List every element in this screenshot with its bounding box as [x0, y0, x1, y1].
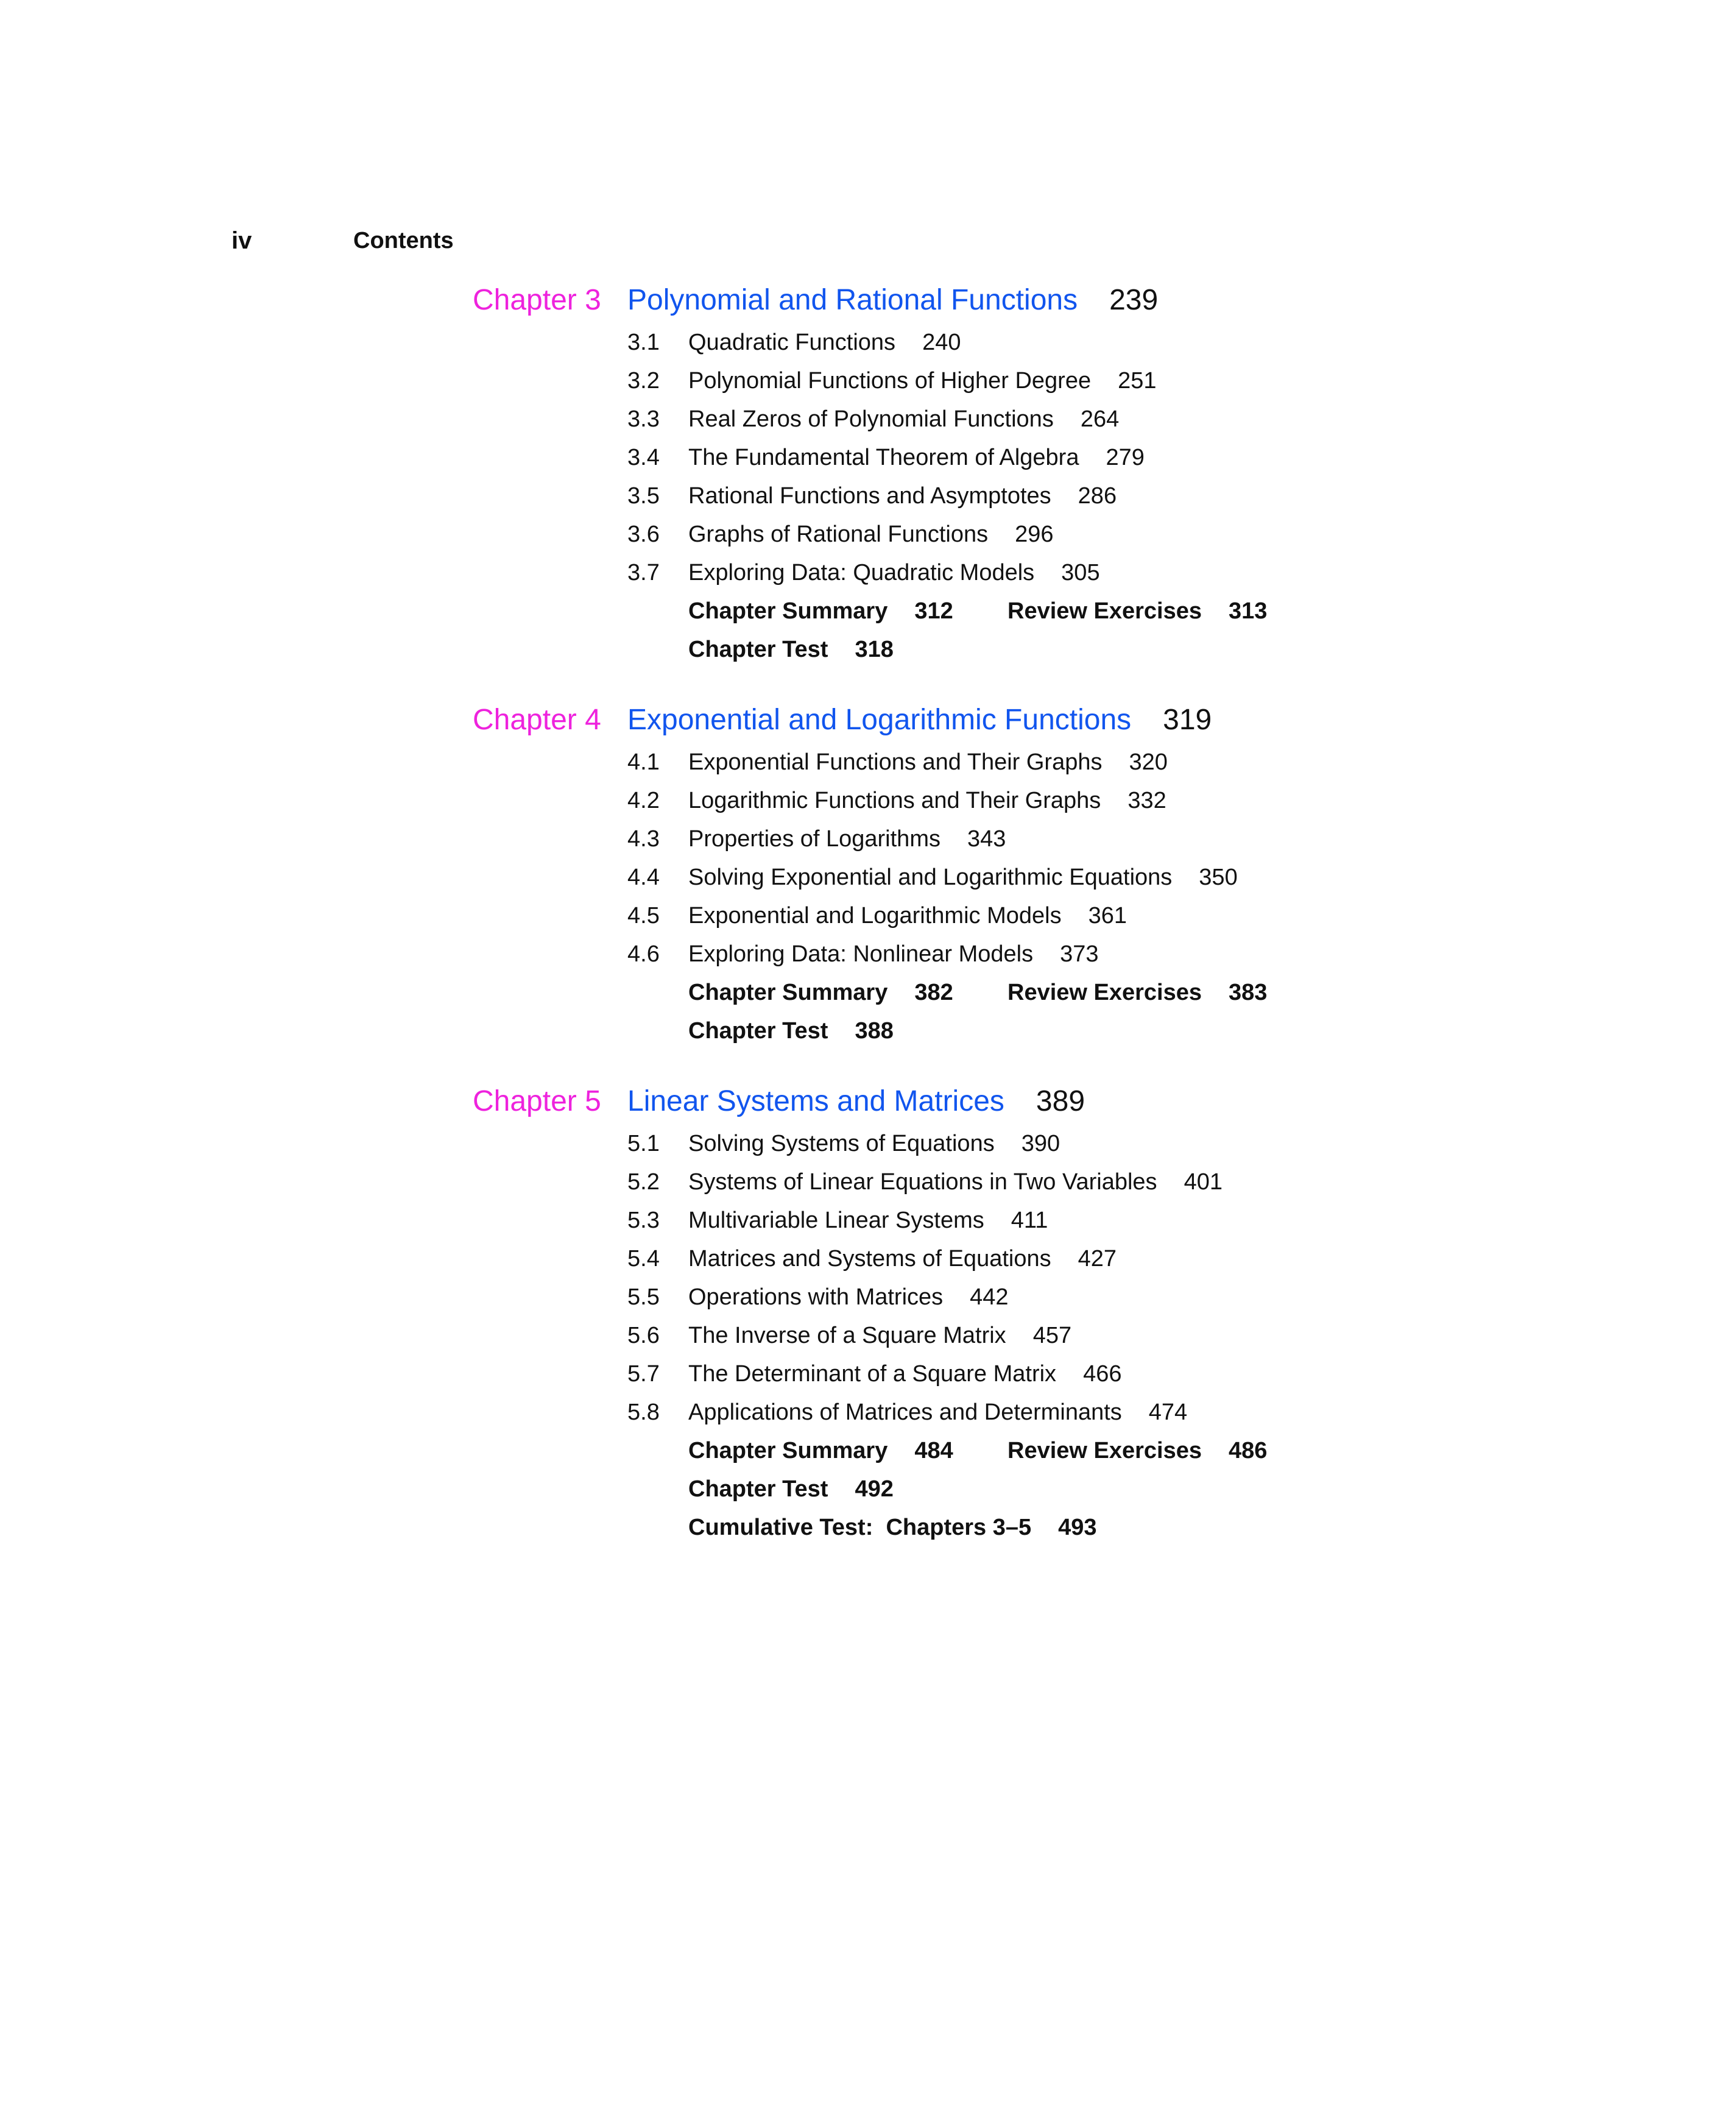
section-title-line: [688, 1165, 1223, 1199]
chapter-page-number: 319: [1163, 704, 1212, 736]
section-title[interactable]: The Inverse of a Square Matrix: [688, 1323, 1006, 1348]
section-page-number: 474: [1148, 1400, 1188, 1425]
section-title[interactable]: Exploring Data: Quadratic Models: [688, 560, 1035, 586]
section-page-number: 320: [1129, 749, 1168, 775]
section-title-line: [688, 364, 1157, 398]
chapter-block: [473, 1083, 1386, 1549]
section-title-line: [688, 937, 1098, 971]
section-entry[interactable]: [473, 1280, 1386, 1318]
section-number: 4.6: [627, 941, 660, 967]
section-number: 4.3: [627, 826, 660, 852]
chapter-summary-entry[interactable]: [688, 594, 953, 628]
section-page-number: 401: [1184, 1169, 1223, 1195]
section-title[interactable]: Solving Systems of Equations: [688, 1131, 995, 1156]
section-page-number: 427: [1078, 1246, 1117, 1272]
section-page-number: 457: [1032, 1323, 1072, 1348]
chapter-label: Chapter 3: [473, 284, 601, 316]
section-page-number: 373: [1060, 941, 1099, 967]
chapter-test-row: [473, 632, 1386, 671]
section-title-line: [688, 1280, 1009, 1314]
section-number: 3.4: [627, 445, 660, 470]
section-page-number: 361: [1088, 903, 1127, 929]
chapter-page-number: 389: [1036, 1085, 1085, 1117]
section-page-number: 442: [970, 1284, 1009, 1310]
section-number: 4.2: [627, 788, 660, 813]
section-title[interactable]: Properties of Logarithms: [688, 826, 940, 852]
section-entry[interactable]: [473, 325, 1386, 364]
section-page-number: 305: [1061, 560, 1100, 586]
chapter-label: Chapter 4: [473, 704, 601, 736]
section-title[interactable]: The Determinant of a Square Matrix: [688, 1361, 1057, 1387]
section-page-number: 240: [922, 330, 961, 355]
review-exercises-entry[interactable]: [1007, 975, 1267, 1010]
section-title[interactable]: Rational Functions and Asymptotes: [688, 483, 1051, 509]
section-page-number: 251: [1118, 368, 1157, 394]
chapter-test-row: [473, 1472, 1386, 1510]
section-title[interactable]: Systems of Linear Equations in Two Variables: [688, 1169, 1157, 1195]
chapter-test-label: Chapter Test: [688, 1476, 828, 1502]
running-head: Contents: [353, 228, 454, 253]
chapter-title-line: [627, 701, 1212, 739]
cumulative-test-entry[interactable]: [688, 1510, 1097, 1545]
section-entry[interactable]: [473, 822, 1386, 860]
section-entry[interactable]: [473, 517, 1386, 556]
section-title[interactable]: Quadratic Functions: [688, 330, 896, 355]
section-number: 5.4: [627, 1246, 660, 1272]
review-exercises-entry[interactable]: [1007, 594, 1267, 628]
chapter-summary-entry[interactable]: [688, 1434, 953, 1468]
section-title-line: [688, 441, 1145, 475]
section-entry[interactable]: [473, 1318, 1386, 1357]
section-number: 5.6: [627, 1323, 660, 1348]
section-number: 3.1: [627, 330, 660, 355]
section-title-line: [688, 1318, 1071, 1353]
section-title[interactable]: Polynomial Functions of Higher Degree: [688, 368, 1092, 394]
section-title[interactable]: Exponential and Logarithmic Models: [688, 903, 1062, 929]
section-page-number: 296: [1015, 522, 1054, 547]
section-number: 4.5: [627, 903, 660, 929]
section-title-line: [688, 899, 1127, 933]
review-exercises-label: Review Exercises: [1007, 980, 1202, 1005]
chapter-test-page: 492: [855, 1476, 894, 1502]
section-entry[interactable]: [473, 364, 1386, 402]
chapter-title-line: [627, 1083, 1085, 1120]
section-title-line: [688, 556, 1100, 590]
review-exercises-page: 313: [1229, 598, 1268, 624]
section-title[interactable]: Real Zeros of Polynomial Functions: [688, 406, 1054, 432]
section-title[interactable]: Graphs of Rational Functions: [688, 522, 989, 547]
chapter-title[interactable]: Linear Systems and Matrices: [627, 1085, 1004, 1117]
section-entry[interactable]: [473, 402, 1386, 441]
section-number: 4.1: [627, 749, 660, 775]
section-number: 3.3: [627, 406, 660, 432]
folio: iv: [231, 227, 252, 254]
section-number: 5.7: [627, 1361, 660, 1387]
review-exercises-entry[interactable]: [1007, 1434, 1267, 1468]
section-title-line: [688, 745, 1168, 779]
section-title[interactable]: Matrices and Systems of Equations: [688, 1246, 1051, 1272]
section-title-line: [688, 1357, 1121, 1391]
chapter-summary-label: Chapter Summary: [688, 980, 888, 1005]
section-number: 5.8: [627, 1400, 660, 1425]
cumulative-test-label: Cumulative Test: Chapters 3–5: [688, 1515, 1032, 1540]
section-entry[interactable]: [473, 1203, 1386, 1242]
section-number: 3.5: [627, 483, 660, 509]
section-number: 5.2: [627, 1169, 660, 1195]
chapter-test-entry[interactable]: [688, 1014, 894, 1048]
chapter-test-entry[interactable]: [688, 1472, 894, 1506]
chapter-title-line: [627, 281, 1158, 319]
section-number: 4.4: [627, 865, 660, 890]
section-entry[interactable]: [473, 1357, 1386, 1395]
section-entry[interactable]: [473, 784, 1386, 822]
section-title[interactable]: Solving Exponential and Logarithmic Equations: [688, 865, 1173, 890]
section-entry[interactable]: [473, 1242, 1386, 1280]
chapter-test-entry[interactable]: [688, 632, 894, 667]
section-entry[interactable]: [473, 479, 1386, 517]
chapter-summary-label: Chapter Summary: [688, 1438, 888, 1463]
section-title[interactable]: Logarithmic Functions and Their Graphs: [688, 788, 1101, 813]
section-title-line: [688, 325, 961, 359]
chapter-label: Chapter 5: [473, 1085, 601, 1117]
review-exercises-label: Review Exercises: [1007, 1438, 1202, 1463]
section-title-line: [688, 1203, 1048, 1237]
section-title-line: [688, 860, 1238, 894]
chapter-heading[interactable]: [473, 701, 1386, 745]
section-entry[interactable]: [473, 1165, 1386, 1203]
section-title[interactable]: Exploring Data: Nonlinear Models: [688, 941, 1034, 967]
section-title-line: [688, 1127, 1060, 1161]
section-title[interactable]: Operations with Matrices: [688, 1284, 944, 1310]
section-entry[interactable]: [473, 860, 1386, 899]
chapter-heading[interactable]: [473, 1083, 1386, 1127]
chapter-block: [473, 701, 1386, 1052]
section-title-line: [688, 517, 1054, 551]
section-entry[interactable]: [473, 937, 1386, 975]
section-title-line: [688, 479, 1117, 513]
section-entry[interactable]: [473, 899, 1386, 937]
section-number: 3.7: [627, 560, 660, 586]
section-page-number: 286: [1078, 483, 1117, 509]
chapter-test-page: 388: [855, 1018, 894, 1044]
review-exercises-page: 486: [1229, 1438, 1268, 1463]
chapter-test-label: Chapter Test: [688, 1018, 828, 1044]
chapter-summary-page: 382: [914, 980, 953, 1005]
section-page-number: 350: [1199, 865, 1238, 890]
section-page-number: 411: [1011, 1208, 1048, 1233]
section-entry[interactable]: [473, 1127, 1386, 1165]
table-of-contents: [473, 281, 1386, 1579]
section-number: 5.3: [627, 1208, 660, 1233]
review-exercises-page: 383: [1229, 980, 1268, 1005]
section-title[interactable]: Applications of Matrices and Determinants: [688, 1400, 1122, 1425]
section-number: 3.6: [627, 522, 660, 547]
summary-review-row: [473, 1434, 1386, 1472]
section-title[interactable]: The Fundamental Theorem of Algebra: [688, 445, 1079, 470]
section-entry[interactable]: [473, 745, 1386, 784]
chapter-test-row: [473, 1014, 1386, 1052]
section-title-line: [688, 784, 1166, 818]
review-exercises-label: Review Exercises: [1007, 598, 1202, 624]
chapter-block: [473, 281, 1386, 671]
section-number: 5.5: [627, 1284, 660, 1310]
section-page-number: 390: [1021, 1131, 1060, 1156]
chapter-test-label: Chapter Test: [688, 637, 828, 662]
section-title-line: [688, 822, 1006, 856]
section-title-line: [688, 402, 1119, 436]
chapter-title[interactable]: Polynomial and Rational Functions: [627, 284, 1078, 316]
chapter-summary-label: Chapter Summary: [688, 598, 888, 624]
chapter-title[interactable]: Exponential and Logarithmic Functions: [627, 704, 1132, 736]
chapter-test-page: 318: [855, 637, 894, 662]
section-entry[interactable]: [473, 1395, 1386, 1434]
cumulative-test-row: [473, 1510, 1386, 1549]
section-title-line: [688, 1242, 1117, 1276]
section-number: 3.2: [627, 368, 660, 394]
section-title-line: [688, 1395, 1187, 1429]
section-page-number: 332: [1127, 788, 1166, 813]
section-entry[interactable]: [473, 441, 1386, 479]
chapter-summary-page: 484: [914, 1438, 953, 1463]
chapter-summary-entry[interactable]: [688, 975, 953, 1010]
section-page-number: 264: [1080, 406, 1120, 432]
section-page-number: 343: [967, 826, 1006, 852]
section-number: 5.1: [627, 1131, 660, 1156]
section-page-number: 279: [1106, 445, 1145, 470]
cumulative-test-page: 493: [1058, 1515, 1097, 1540]
section-title[interactable]: Multivariable Linear Systems: [688, 1208, 984, 1233]
summary-review-row: [473, 975, 1386, 1014]
summary-review-row: [473, 594, 1386, 632]
section-entry[interactable]: [473, 556, 1386, 594]
chapter-summary-page: 312: [914, 598, 953, 624]
section-page-number: 466: [1083, 1361, 1122, 1387]
chapter-heading[interactable]: [473, 281, 1386, 325]
chapter-page-number: 239: [1109, 284, 1159, 316]
section-title[interactable]: Exponential Functions and Their Graphs: [688, 749, 1103, 775]
